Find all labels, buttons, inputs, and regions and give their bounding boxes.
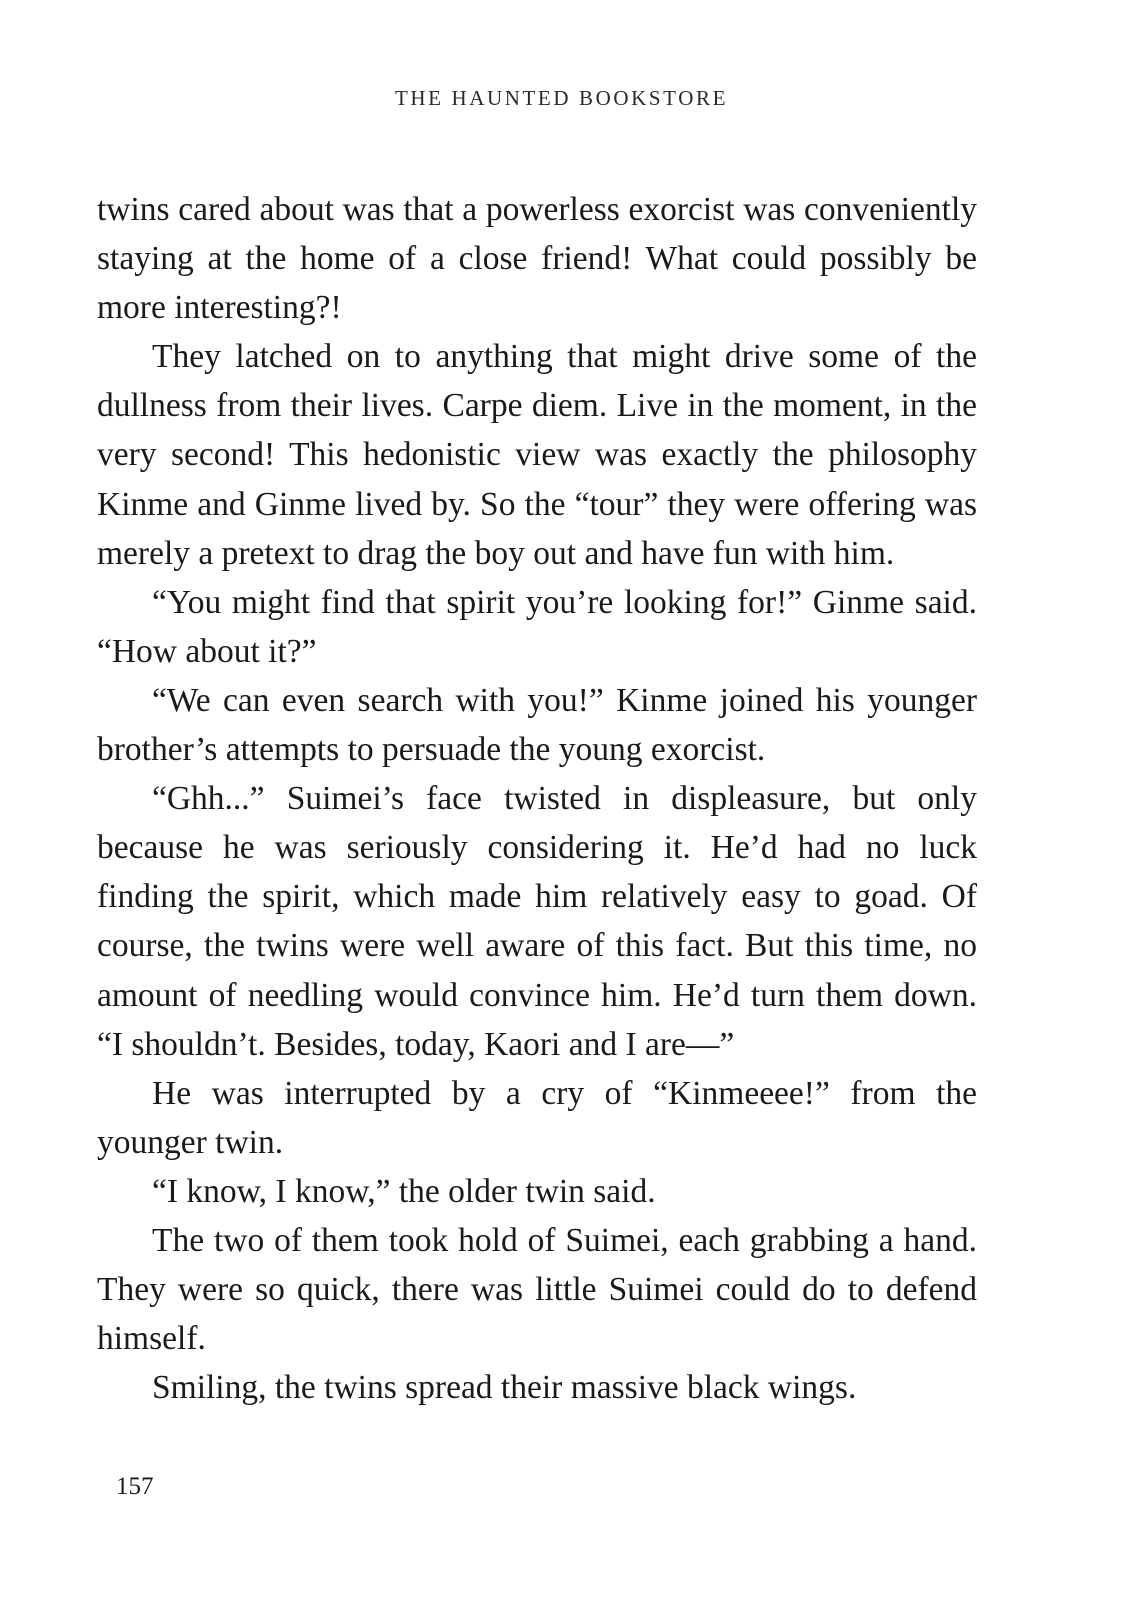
paragraph: “Ghh...” Suimei’s face twisted in displeasure, but only because he was seriously considering it. He’d had no luck finding the spirit, which made him relatively easy to goad. Of course, the twins were well aware of this fact. But this time, no amount of needling would convince him. He’d turn them down. “I shouldn’t. Besides, today, Kaori and I are—” bbox=[97, 780, 977, 1063]
paragraph: “I know, I know,” the older twin said. bbox=[152, 1172, 656, 1210]
paragraph: twins cared about was that a powerless exorcist was conveniently staying at the home of a close friend! What could possibly be more interesting?! bbox=[97, 191, 977, 327]
paragraph: The two of them took hold of Suimei, each grabbing a hand. They were so quick, there was little Suimei could do to defend himself. bbox=[97, 1221, 977, 1358]
paragraph: Smiling, the twins spread their massive black wings. bbox=[152, 1369, 857, 1407]
paragraph: “We can even search with you!” Kinme joined his younger brother’s attempts to persuade the young exorcist. bbox=[97, 681, 977, 769]
body-text bbox=[97, 185, 977, 1412]
paragraph: He was interrupted by a cry of “Kinmeeee!” from the younger twin. bbox=[97, 1074, 977, 1161]
page-number: 157 bbox=[116, 1473, 154, 1500]
paragraph: They latched on to anything that might drive some of the dullness from their lives. Carpe diem. Live in the moment, in the very second! This hedonistic view was exactly the philosophy Kinme and Ginme lived by. So the “tour” they were offering was merely a pretext to drag the boy out and have fun with him. bbox=[97, 338, 977, 572]
running-head: THE HAUNTED BOOKSTORE bbox=[394, 86, 729, 110]
paragraph: “You might find that spirit you’re looking for!” Ginme said. “How about it?” bbox=[97, 583, 977, 670]
